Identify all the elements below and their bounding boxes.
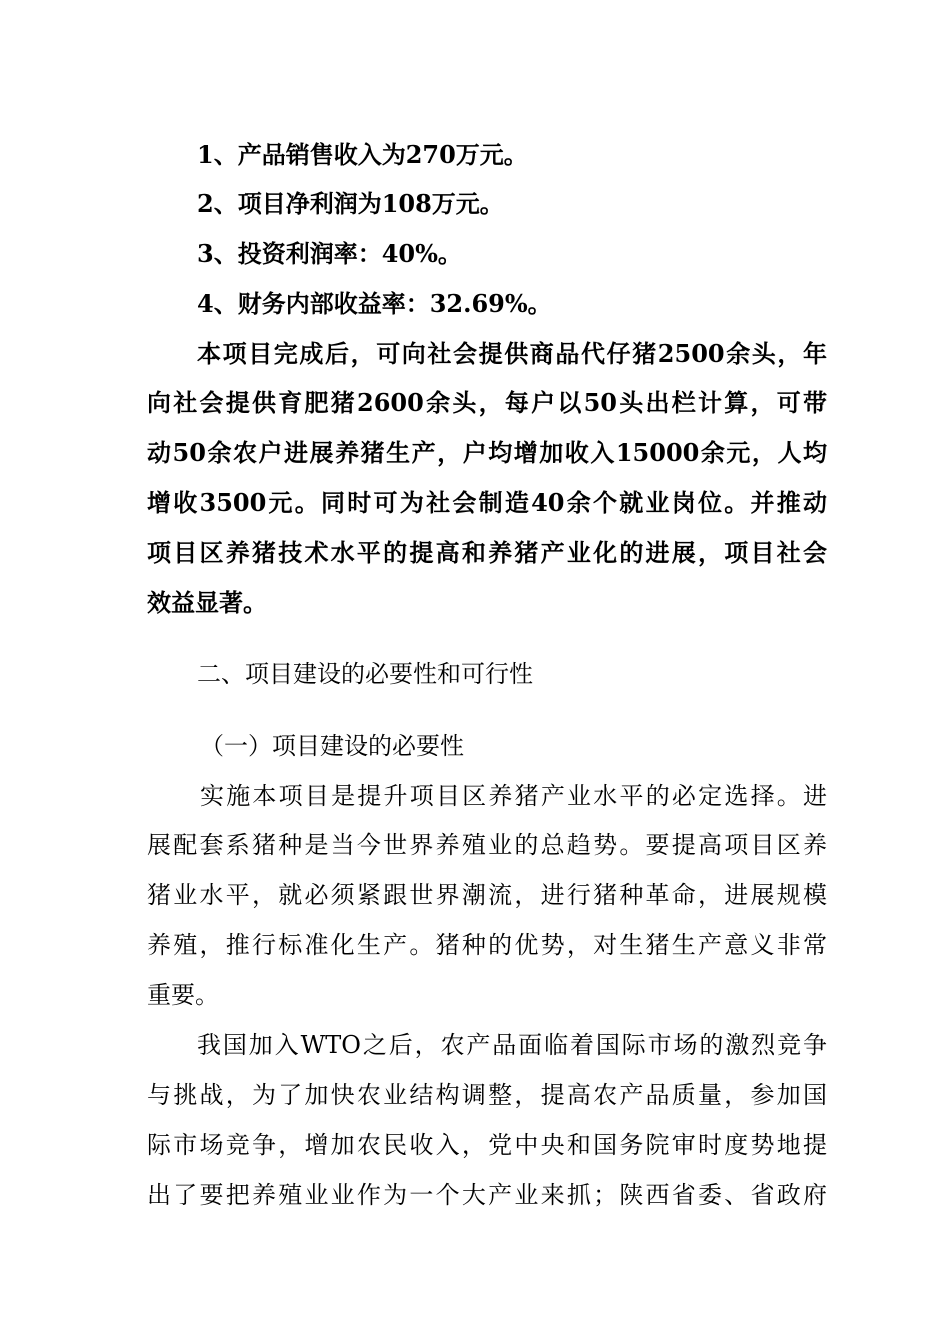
necessity-paragraph-line: 重要。 (147, 981, 219, 1009)
necessity-paragraph-line: 实施本项目是提升项目区养猪产业水平的必定选择。进 (200, 782, 827, 810)
benefit-paragraph-line: 效益显著。 (147, 588, 267, 617)
necessity-paragraph-line: 展配套系猪种是当今世界养殖业的总趋势。要提高项目区养 (147, 831, 827, 859)
wto-paragraph-line: 我国加入WTO之后，农产品面临着国际市场的激烈竞争 (197, 1031, 827, 1059)
necessity-paragraph-line: 猪业水平，就必须紧跟世界潮流，进行猪种革命，进展规模 (147, 881, 827, 909)
summary-item-internal-return-rate: 4、财务内部收益率：32.69%。 (197, 289, 552, 318)
subsection-heading: （一）项目建设的必要性 (200, 732, 464, 760)
necessity-paragraph-line: 养殖，推行标准化生产。猪种的优势，对生猪生产意义非常 (147, 931, 827, 959)
summary-item-net-profit: 2、项目净利润为108万元。 (197, 189, 504, 218)
benefit-paragraph-line: 项目区养猪技术水平的提高和养猪产业化的进展，项目社会 (147, 538, 827, 567)
benefit-paragraph-line: 向社会提供育肥猪2600余头，每户以50头出栏计算，可带 (147, 388, 827, 417)
summary-item-sales-revenue: 1、产品销售收入为270万元。 (197, 140, 528, 169)
wto-paragraph-line: 与挑战，为了加快农业结构调整，提高农产品质量，参加国 (147, 1081, 827, 1109)
summary-item-investment-profit-rate: 3、投资利润率：40%。 (197, 239, 462, 268)
wto-paragraph-line: 际市场竞争，增加农民收入，党中央和国务院审时度势地提 (147, 1131, 827, 1159)
section-heading: 二、项目建设的必要性和可行性 (197, 660, 533, 688)
benefit-paragraph-line: 本项目完成后，可向社会提供商品代仔猪2500余头，年 (197, 339, 827, 368)
benefit-paragraph-line: 增收3500元。同时可为社会制造40余个就业岗位。并推动 (147, 488, 827, 517)
wto-paragraph-line: 出了要把养殖业业作为一个大产业来抓；陕西省委、省政府 (147, 1181, 827, 1209)
benefit-paragraph-line: 动50余农户进展养猪生产，户均增加收入15000余元，人均 (147, 438, 827, 467)
